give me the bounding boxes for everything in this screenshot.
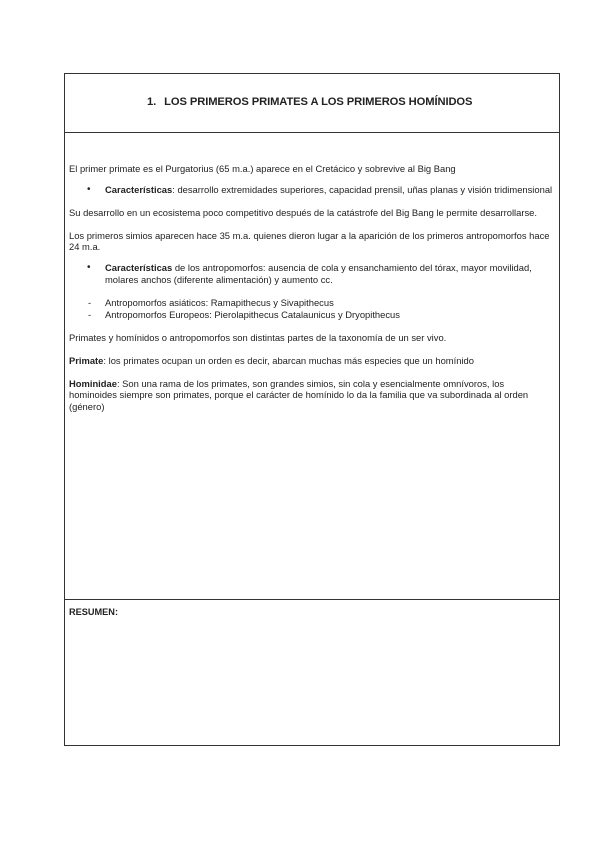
- bullet-list: [69, 262, 553, 285]
- intro-paragraph: El primer primate es el Purgatorius (65 m.a.) aparece en el Cretácico y sobrevive al Big Bang: [69, 163, 456, 174]
- definition-term: Primate: [69, 354, 104, 366]
- bullet-label: Características: [105, 261, 173, 273]
- bullet-text: : desarrollo extremidades superiores, capacidad prensil, uñas planas y visión tridimensional: [172, 183, 553, 195]
- bullet-label: Características: [105, 183, 173, 195]
- definition-term: Hominidae: [69, 377, 117, 389]
- list-item: [69, 184, 553, 196]
- hominidae-definition: [69, 378, 553, 413]
- list-item: [69, 262, 553, 285]
- summary-label: RESUMEN:: [69, 607, 119, 617]
- list-item: - Antropomorfos Europeos: Pierolapithecus Catalaunicus y Dryopithecus: [69, 309, 553, 321]
- definition-text: : los primates ocupan un orden es decir, abarcan muchas más especies que un homínido: [103, 354, 474, 366]
- bullet-text: de los antropomorfos: ausencia de cola y ensanchamiento del tórax, mayor movilidad, molares anchos (diferente alimentación) y aumento cc.: [105, 261, 532, 285]
- paragraph: Su desarrollo en un ecosistema poco competitivo después de la catástrofe del Big Bang le permite desarrollarse.: [69, 207, 537, 219]
- primate-definition: [69, 355, 553, 367]
- list-item: - Antropomorfos asiáticos: Ramapithecus y Sivapithecus: [69, 297, 553, 309]
- paragraph: Los primeros simios aparecen hace 35 m.a. quienes dieron lugar a la aparición de los primeros antropomorfos hace 24 m.a.: [69, 229, 550, 253]
- title-number: 1.: [147, 96, 157, 108]
- document-sheet: [64, 73, 560, 746]
- bullet-list: [69, 184, 553, 196]
- dash-list: [69, 297, 553, 320]
- summary-box: [65, 599, 559, 746]
- notes-content: [69, 163, 553, 423]
- definition-text: : Son una rama de los primates, son grandes simios, sin cola y esencialmente omnívoros, los hominoides siempre son primates, porque el carácter de homínido lo da la familia que va subordinada al orden (género): [69, 377, 529, 412]
- title-box: [65, 74, 559, 133]
- page-title: [147, 96, 472, 108]
- title-text: LOS PRIMEROS PRIMATES A LOS PRIMEROS HOMÍNIDOS: [164, 96, 473, 108]
- paragraph: Primates y homínidos o antropomorfos son distintas partes de la taxonomía de un ser vivo.: [69, 332, 447, 344]
